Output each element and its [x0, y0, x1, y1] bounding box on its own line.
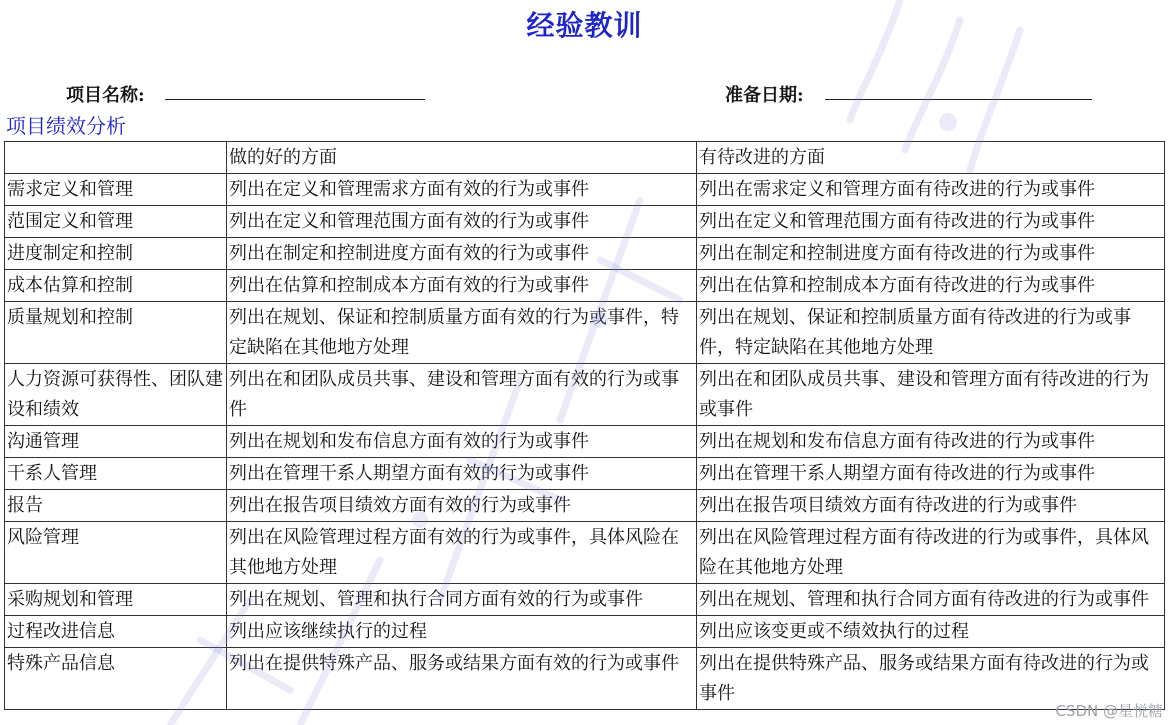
table-cell: 列出在估算和控制成本方面有待改进的行为或事件: [697, 270, 1165, 302]
table-cell: 列出在需求定义和管理方面有待改进的行为或事件: [697, 174, 1165, 206]
csdn-credit: CSDN @星悦糖: [1055, 702, 1163, 720]
section-title: 项目绩效分析: [6, 114, 126, 138]
table-row: [5, 238, 1165, 270]
row-category-cell: 报告: [5, 490, 227, 522]
table-cell: 列出在管理干系人期望方面有效的行为或事件: [227, 458, 697, 490]
row-category-cell: 干系人管理: [5, 458, 227, 490]
table-cell: 列出在制定和控制进度方面有待改进的行为或事件: [697, 238, 1165, 270]
table-cell: 列出在报告项目绩效方面有效的行为或事件: [227, 490, 697, 522]
row-category-cell: 需求定义和管理: [5, 174, 227, 206]
table-row: [5, 270, 1165, 302]
table-row: [5, 458, 1165, 490]
prepare-date-label: 准备日期:: [725, 85, 804, 106]
table-header-cell: [5, 142, 227, 174]
row-category-cell: 过程改进信息: [5, 616, 227, 648]
table-row: [5, 364, 1165, 426]
row-category-cell: 人力资源可获得性、团队建设和绩效: [5, 364, 227, 426]
table-cell: 列出在提供特殊产品、服务或结果方面有待改进的行为或事件: [697, 648, 1165, 710]
table-cell: 列出在规划和发布信息方面有效的行为或事件: [227, 426, 697, 458]
table-cell: 列出在定义和管理范围方面有效的行为或事件: [227, 206, 697, 238]
row-category-cell: 质量规划和控制: [5, 302, 227, 364]
table-cell: 列出在定义和管理需求方面有效的行为或事件: [227, 174, 697, 206]
table-cell: 列出在提供特殊产品、服务或结果方面有效的行为或事件: [227, 648, 697, 710]
row-category-cell: 成本估算和控制: [5, 270, 227, 302]
table-row: [5, 302, 1165, 364]
table-cell: 列出在估算和控制成本方面有效的行为或事件: [227, 270, 697, 302]
table-cell: 列出在规划、保证和控制质量方面有待改进的行为或事件，特定缺陷在其他地方处理: [697, 302, 1165, 364]
performance-analysis-table: [4, 141, 1165, 710]
row-category-cell: 风险管理: [5, 522, 227, 584]
row-category-cell: 采购规划和管理: [5, 584, 227, 616]
table-cell: 列出在规划、管理和执行合同方面有待改进的行为或事件: [697, 584, 1165, 616]
table-row: [5, 490, 1165, 522]
prepare-date-field[interactable]: [825, 99, 1092, 100]
table-header-row: [5, 142, 1165, 174]
project-name-field[interactable]: [165, 99, 425, 100]
document-title: 经验教训: [526, 9, 643, 42]
table-cell: 列出在风险管理过程方面有效的行为或事件，具体风险在其他地方处理: [227, 522, 697, 584]
table-row: [5, 426, 1165, 458]
table-cell: 列出在规划、管理和执行合同方面有效的行为或事件: [227, 584, 697, 616]
project-name-label: 项目名称:: [66, 85, 145, 106]
table-cell: 列出在规划和发布信息方面有待改进的行为或事件: [697, 426, 1165, 458]
row-category-cell: 范围定义和管理: [5, 206, 227, 238]
table-cell: 列出应该继续执行的过程: [227, 616, 697, 648]
table-row: [5, 174, 1165, 206]
table-row: [5, 522, 1165, 584]
table-cell: 列出在和团队成员共事、建设和管理方面有待改进的行为或事件: [697, 364, 1165, 426]
table-cell: 列出在风险管理过程方面有待改进的行为或事件，具体风险在其他地方处理: [697, 522, 1165, 584]
table-row: [5, 584, 1165, 616]
table-row: [5, 648, 1165, 710]
row-category-cell: 沟通管理: [5, 426, 227, 458]
table-cell: 列出在管理干系人期望方面有待改进的行为或事件: [697, 458, 1165, 490]
table-header-cell: 做的好的方面: [227, 142, 697, 174]
table-cell: 列出应该变更或不绩效执行的过程: [697, 616, 1165, 648]
table-row: [5, 616, 1165, 648]
table-header-cell: 有待改进的方面: [697, 142, 1165, 174]
row-category-cell: 进度制定和控制: [5, 238, 227, 270]
row-category-cell: 特殊产品信息: [5, 648, 227, 710]
table-cell: 列出在规划、保证和控制质量方面有效的行为或事件，特定缺陷在其他地方处理: [227, 302, 697, 364]
table-row: [5, 206, 1165, 238]
table-cell: 列出在报告项目绩效方面有待改进的行为或事件: [697, 490, 1165, 522]
table-cell: 列出在定义和管理范围方面有待改进的行为或事件: [697, 206, 1165, 238]
table-cell: 列出在和团队成员共事、建设和管理方面有效的行为或事件: [227, 364, 697, 426]
table-cell: 列出在制定和控制进度方面有效的行为或事件: [227, 238, 697, 270]
